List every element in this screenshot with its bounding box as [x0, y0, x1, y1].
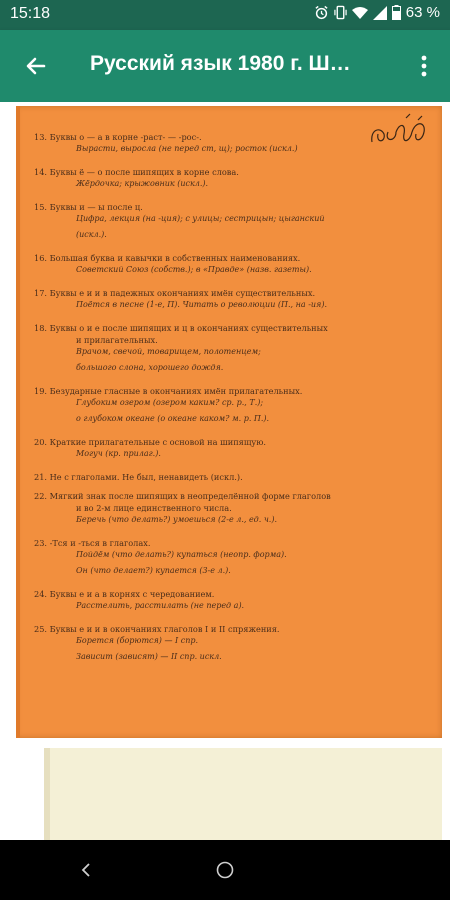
status-time: 15:18 [10, 5, 51, 22]
rule-heading: 19. Безударные гласные в окончаниях имён прилагательных. [34, 386, 303, 396]
status-bar [0, 0, 450, 30]
rule-example: Расстелить, расстилать (не перед а). [76, 601, 245, 610]
battery-icon [392, 5, 401, 20]
rule-example: Врачом, свечой, товарищем, полотенцем; [76, 347, 261, 356]
scanned-page [16, 106, 442, 738]
rule-heading: 20. Краткие прилагательные с основой на шипящую. [34, 437, 266, 447]
rule-example: Он (что делает?) купается (3-е л.). [76, 566, 231, 575]
rule-example: Глубоким озером (озером каким? ср. р., Т.); [76, 398, 264, 407]
rule-example: Борется (борются) — I спр. [76, 636, 199, 645]
battery-percent: 63 % [405, 4, 440, 21]
rule-example: Пойдём (что делать?) купаться (неопр. форма). [76, 550, 287, 559]
alarm-icon [314, 5, 329, 20]
more-vert-icon[interactable] [412, 50, 436, 82]
rule-example: большого слона, хорошего дождя. [76, 363, 224, 372]
rule-example: Цифра, лекция (на -ция); с улицы; сестрицын; цыганский [76, 214, 325, 223]
rule-heading: 22. Мягкий знак после шипящих в неопределённой форме глаголов [34, 491, 331, 501]
arrow-left-icon[interactable] [20, 50, 52, 82]
signal-icon [373, 6, 387, 20]
page-edge [44, 748, 50, 840]
rule-example: (искл.). [76, 230, 107, 239]
next-page [44, 748, 442, 840]
rule-heading: 24. Буквы е и а в корнях с чередованием. [34, 589, 215, 599]
rule-heading: 17. Буквы е и и в падежных окончаниях имён существительных. [34, 288, 316, 298]
rule-heading: 16. Большая буква и кавычки в собственных наименованиях. [34, 253, 301, 263]
rule-example: Поётся в песне (1-е, П). Читать о революции (П., на -ия). [76, 300, 328, 309]
rule-example: Зависит (зависят) — II спр. искл. [76, 652, 222, 661]
rule-heading: 25. Буквы е и и в окончаниях глаголов I и II спряжения. [34, 624, 280, 634]
vibrate-icon [334, 5, 347, 20]
document-viewer[interactable] [0, 102, 450, 840]
handwritten-signature [366, 112, 432, 154]
status-icons [314, 4, 440, 21]
rule-example: Беречь (что делать?) умоешься (2-е л., ед. ч.). [76, 515, 278, 524]
rule-example: Могуч (кр. прилаг.). [76, 449, 161, 458]
rule-heading: 13. Буквы о — а в корне -раст- — -рос-. [34, 132, 202, 142]
rule-example: Жёрдочка; крыжовник (искл.). [76, 179, 209, 188]
rule-example: Вырасти, выросла (не перед ст, щ); росток (искл.) [76, 144, 298, 153]
wifi-icon [352, 6, 368, 20]
system-nav-bar [0, 840, 450, 900]
rule-heading: и прилагательных. [76, 335, 158, 345]
page-edge [16, 106, 20, 738]
rule-heading: 14. Буквы ё — о после шипящих в корне слова. [34, 167, 239, 177]
rule-heading: 23. -Тся и -ться в глаголах. [34, 538, 151, 548]
nav-home-icon[interactable] [211, 858, 239, 882]
rule-heading: 21. Не с глаголами. Не был, ненавидеть (искл.). [34, 472, 243, 482]
rule-example: о глубоком океане (о океане каком? м. р. П.). [76, 414, 270, 423]
nav-back-icon[interactable] [72, 858, 100, 882]
page-title: Русский язык 1980 г. Ш… [90, 52, 351, 75]
rule-heading: и во 2-м лице единственного числа. [76, 503, 232, 513]
rule-example: Советский Союз (собств.); в «Правде» (назв. газеты). [76, 265, 312, 274]
rule-heading: 15. Буквы и — ы после ц. [34, 202, 143, 212]
rule-heading: 18. Буквы о и е после шипящих и ц в окончаниях существительных [34, 323, 328, 333]
app-bar [0, 30, 450, 102]
